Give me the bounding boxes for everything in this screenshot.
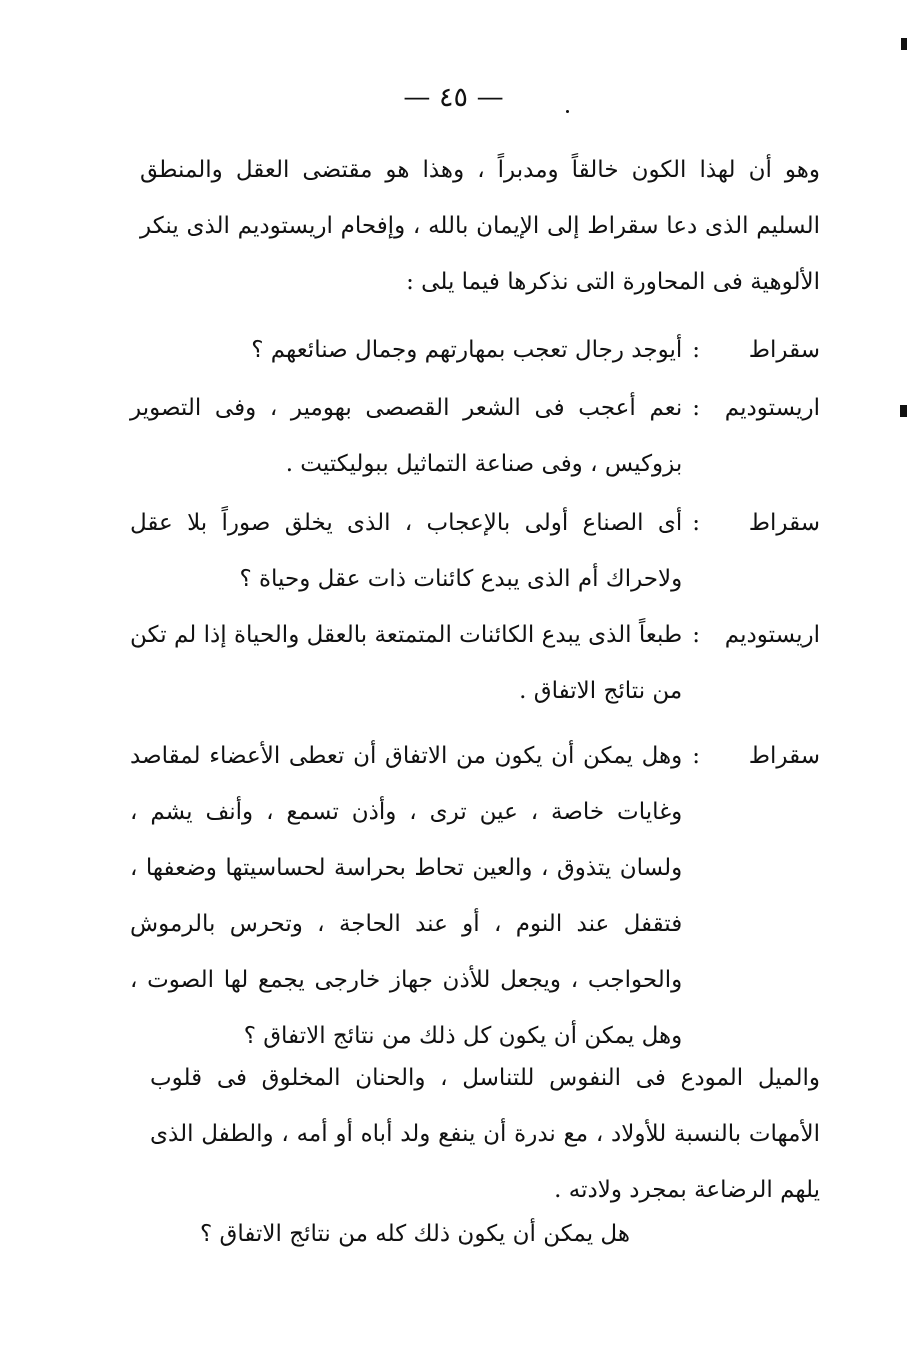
- speaker-name: اريستوديم: [724, 395, 820, 421]
- speaker-name: سقراط: [748, 743, 820, 769]
- speaker-name: اريستوديم: [724, 622, 820, 648]
- intro-paragraph: وهو أن لهذا الكون خالقاً ومدبراً ، وهذا هو مقتضى العقل والمنطق السليم الذى دعا سقراط إلى الإيمان بالله ، وإفحام اريستوديم الذى ينكر الألوهية فى المحاورة التى نذكرها فيما يلى :: [140, 157, 820, 295]
- speech-text: وهل يمكن أن يكون من الاتفاق أن تعطى الأعضاء لمقاصد وغايات خاصة ، عين ترى ، وأذن تسمع ، وأنف يشم ، ولسان يتذوق ، والعين تحاط بحراسة لحساسيتها وضعفها ، فتقفل عند النوم ، أو عند الحاجة ، وتحرس بالرموش والحواجب ، ويجعل للأذن جهاز خارجى يجمع لها الصوت ، وهل يمكن أن يكون كل ذلك من نتائج الاتفاق ؟: [130, 743, 683, 1049]
- speaker-separator: :: [692, 743, 700, 769]
- scan-edge-mark: [900, 405, 907, 417]
- speaker-separator: :: [692, 622, 700, 648]
- speaker-separator: :: [692, 395, 700, 421]
- dialogue-turn: [130, 380, 820, 492]
- scan-edge-mark: [901, 38, 907, 50]
- dialogue-turn: [130, 607, 820, 719]
- speaker-separator: :: [692, 337, 700, 363]
- speaker-name: سقراط: [748, 337, 820, 363]
- dialogue-turn: [130, 728, 820, 1064]
- speech-text: نعم أعجب فى الشعر القصصى بهومير ، وفى التصوير بزوكيس ، وفى صناعة التماثيل ببوليكتيت .: [130, 395, 683, 477]
- dialogue-turn: [130, 322, 820, 378]
- body-paragraph: والميل المودع فى النفوس للتناسل ، والحنان المخلوق فى قلوب الأمهات بالنسبة للأولاد ، مع ندرة أن ينفع ولد أباه أو أمه ، والطفل الذى يلهم الرضاعة بمجرد ولادته .: [150, 1065, 820, 1203]
- speaker-name: سقراط: [748, 510, 820, 536]
- dialogue-turn: [130, 495, 820, 607]
- speech-text: أى الصناع أولى بالإعجاب ، الذى يخلق صوراً بلا عقل ولاحراك أم الذى يبدع كائنات ذات عقل وحياة ؟: [130, 510, 683, 592]
- page-number: — ٤٥ —: [403, 82, 504, 113]
- speech-text: أيوجد رجال تعجب بمهارتهم وجمال صنائعهم ؟: [251, 337, 683, 363]
- speech-text: طبعاً الذى يبدع الكائنات المتمتعة بالعقل والحياة إذا لم تكن من نتائج الاتفاق .: [130, 622, 683, 704]
- closing-question: هل يمكن أن يكون ذلك كله من نتائج الاتفاق ؟: [200, 1221, 630, 1247]
- speaker-separator: :: [692, 510, 700, 536]
